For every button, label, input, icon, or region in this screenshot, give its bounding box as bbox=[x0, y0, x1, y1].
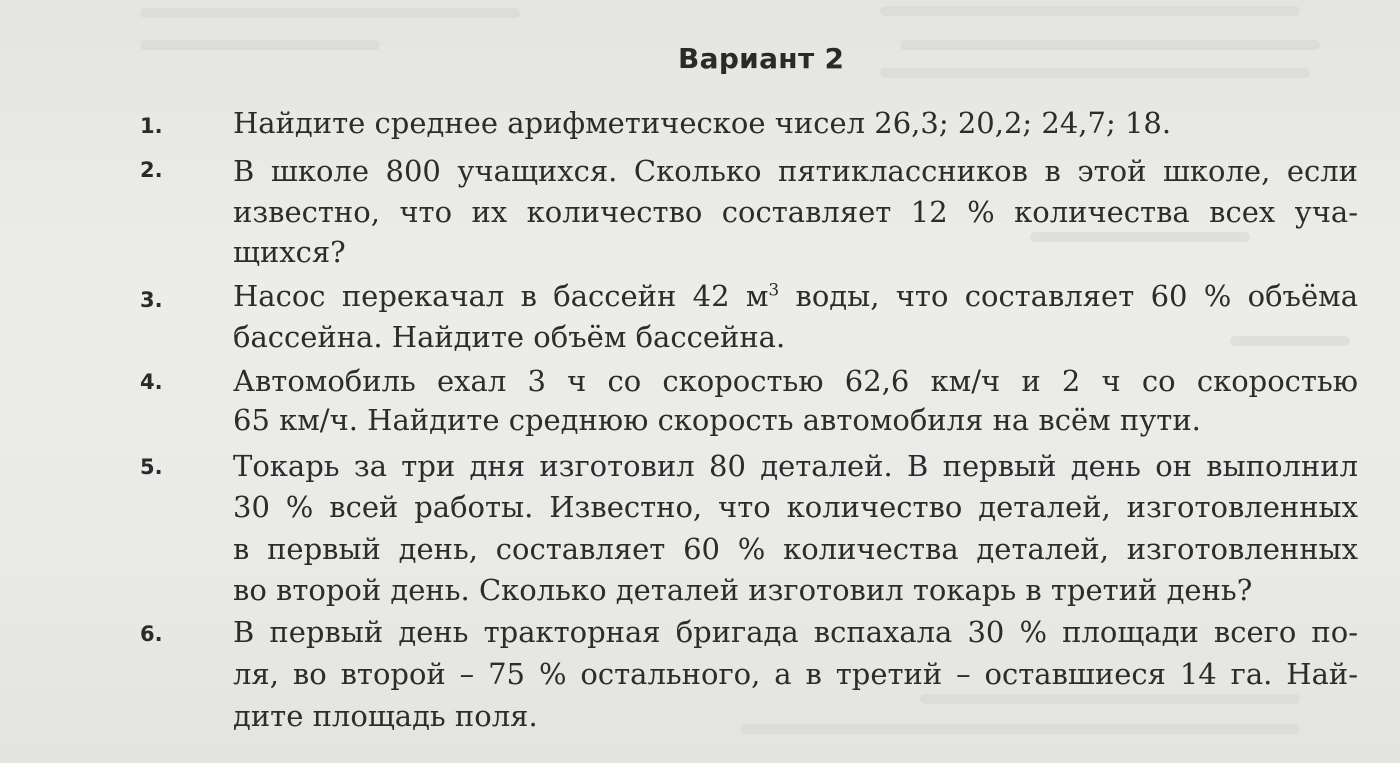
text-segment: Насос перекачал в бассейн 42 м bbox=[233, 279, 769, 313]
problem-number: 1. bbox=[140, 114, 163, 138]
problem-text-line: в первый день, составляет 60 % количества деталей, изготовленных bbox=[233, 532, 1358, 566]
problem-number: 3. bbox=[140, 288, 163, 312]
problem-text-line: ля, во второй – 75 % остального, а в третий – оставшиеся 14 га. Най- bbox=[233, 657, 1358, 691]
problem-number: 4. bbox=[140, 370, 163, 394]
problem-text-line: 30 % всей работы. Известно, что количество деталей, изготовленных bbox=[233, 490, 1358, 524]
problem-text-line: Найдите среднее арифметическое чисел 26,3; 20,2; 24,7; 18. bbox=[233, 106, 1172, 140]
problem-text-line: Токарь за три дня изготовил 80 деталей. В первый день он выполнил bbox=[233, 449, 1358, 483]
variant-title: Вариант 2 bbox=[678, 42, 845, 75]
superscript-exponent: 3 bbox=[768, 280, 780, 301]
problem-text-line bbox=[233, 276, 1358, 316]
problem-text-line: В школе 800 учащихся. Сколько пятиклассников в этой школе, если bbox=[233, 154, 1358, 188]
problem-text-line: щихся? bbox=[233, 235, 346, 269]
problem-text-line: В первый день тракторная бригада вспахала 30 % площади всего по- bbox=[233, 615, 1358, 649]
problem-number: 5. bbox=[140, 455, 163, 479]
problem-text-line: дите площадь поля. bbox=[233, 699, 538, 733]
text-segment: воды, что составляет 60 % объёма bbox=[779, 279, 1359, 313]
problem-text-line: во второй день. Сколько деталей изготовил токарь в третий день? bbox=[233, 573, 1253, 607]
problem-number: 2. bbox=[140, 158, 163, 182]
problem-text-line: бассейна. Найдите объём бассейна. bbox=[233, 320, 786, 354]
problem-text-line: 65 км/ч. Найдите среднюю скорость автомобиля на всём пути. bbox=[233, 403, 1201, 437]
problem-text-line: известно, что их количество составляет 12 % количества всех уча- bbox=[233, 195, 1358, 229]
problem-text-line: Автомобиль ехал 3 ч со скоростью 62,6 км/ч и 2 ч со скоростью bbox=[233, 364, 1358, 398]
problem-number: 6. bbox=[140, 622, 163, 646]
